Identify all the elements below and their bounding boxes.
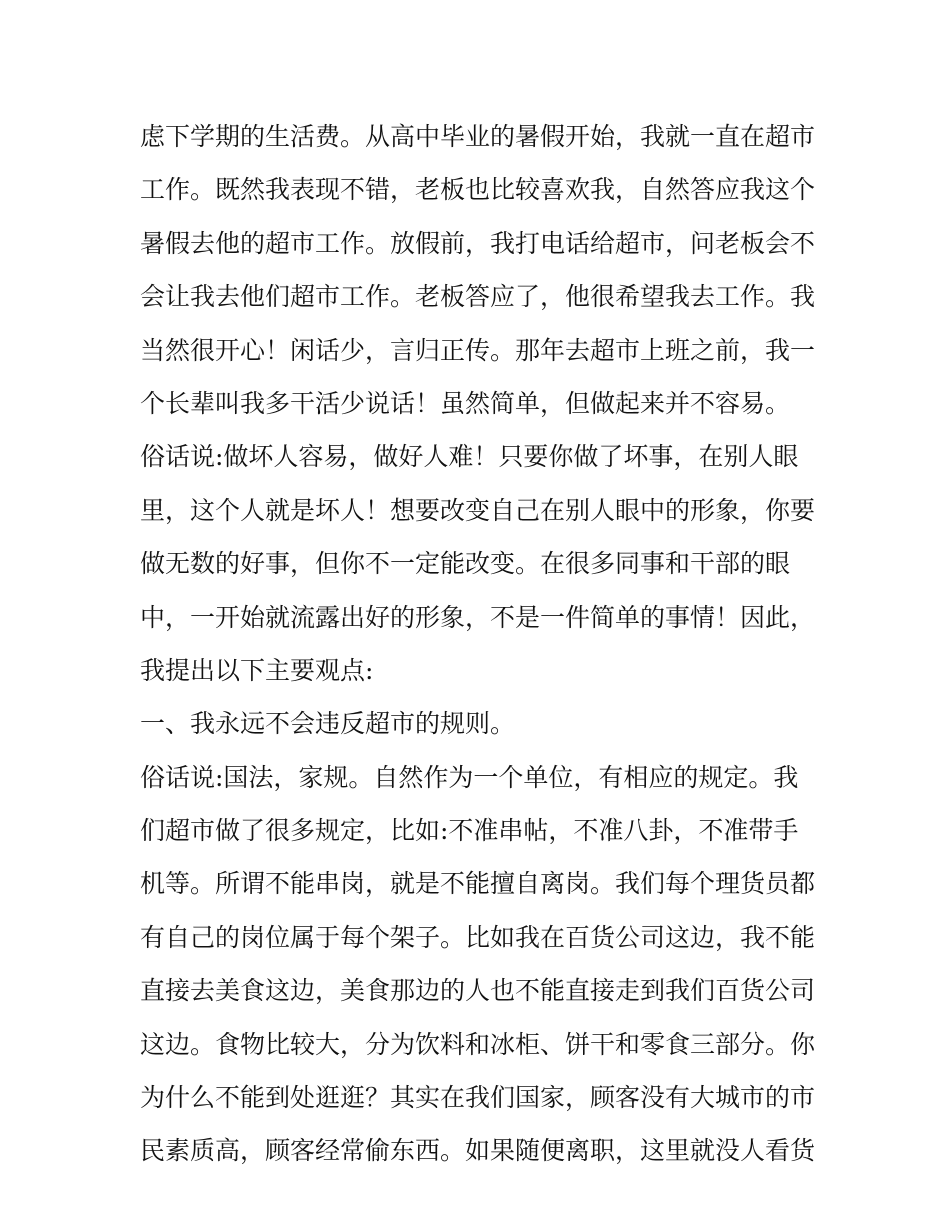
text-line: 里，这个人就是坏人！想要改变自己在别人眼中的形象，你要 [140, 495, 816, 525]
text-line: 这边。食物比较大，分为饮料和冰柜、饼干和零食三部分。你 [140, 1029, 816, 1059]
text-line: 中，一开始就流露出好的形象，不是一件简单的事情！因此， [140, 602, 816, 632]
text-line: 有自己的岗位属于每个架子。比如我在百货公司这边，我不能 [140, 922, 816, 952]
text-line: 机等。所谓不能串岗，就是不能擅自离岗。我们每个理货员都 [140, 869, 816, 899]
body-text [140, 110, 820, 1178]
text-line: 做无数的好事，但你不一定能改变。在很多同事和干部的眼 [140, 549, 791, 579]
text-line: 民素质高，顾客经常偷东西。如果随便离职，这里就没人看货 [140, 1136, 816, 1166]
text-line: 虑下学期的生活费。从高中毕业的暑假开始，我就一直在超市 [140, 122, 816, 151]
section-heading: 一、我永远不会违反超市的规则。 [140, 709, 516, 739]
text-line: 工作。既然我表现不错，老板也比较喜欢我，自然答应我这个 [140, 175, 816, 205]
text-line: 直接去美食这边，美食那边的人也不能直接走到我们百货公司 [140, 976, 816, 1006]
text-line: 俗话说:国法，家规。自然作为一个单位，有相应的规定。我 [140, 762, 799, 792]
text-line: 为什么不能到处逛逛？其实在我们国家，顾客没有大城市的市 [140, 1083, 816, 1113]
text-line: 会让我去他们超市工作。老板答应了，他很希望我去工作。我 [140, 282, 816, 312]
text-line: 当然很开心！闲话少，言归正传。那年去超市上班之前，我一 [140, 335, 816, 365]
text-line: 暑假去他的超市工作。放假前，我打电话给超市，问老板会不 [140, 228, 816, 258]
text-line: 们超市做了很多规定，比如:不准串帖，不准八卦，不准带手 [140, 816, 799, 846]
text-line: 俗话说:做坏人容易，做好人难！只要你做了坏事，在别人眼 [140, 442, 799, 472]
text-line: 个长辈叫我多干活少说话！虽然简单，但做起来并不容易。 [140, 388, 791, 418]
text-line: 我提出以下主要观点: [140, 655, 374, 685]
